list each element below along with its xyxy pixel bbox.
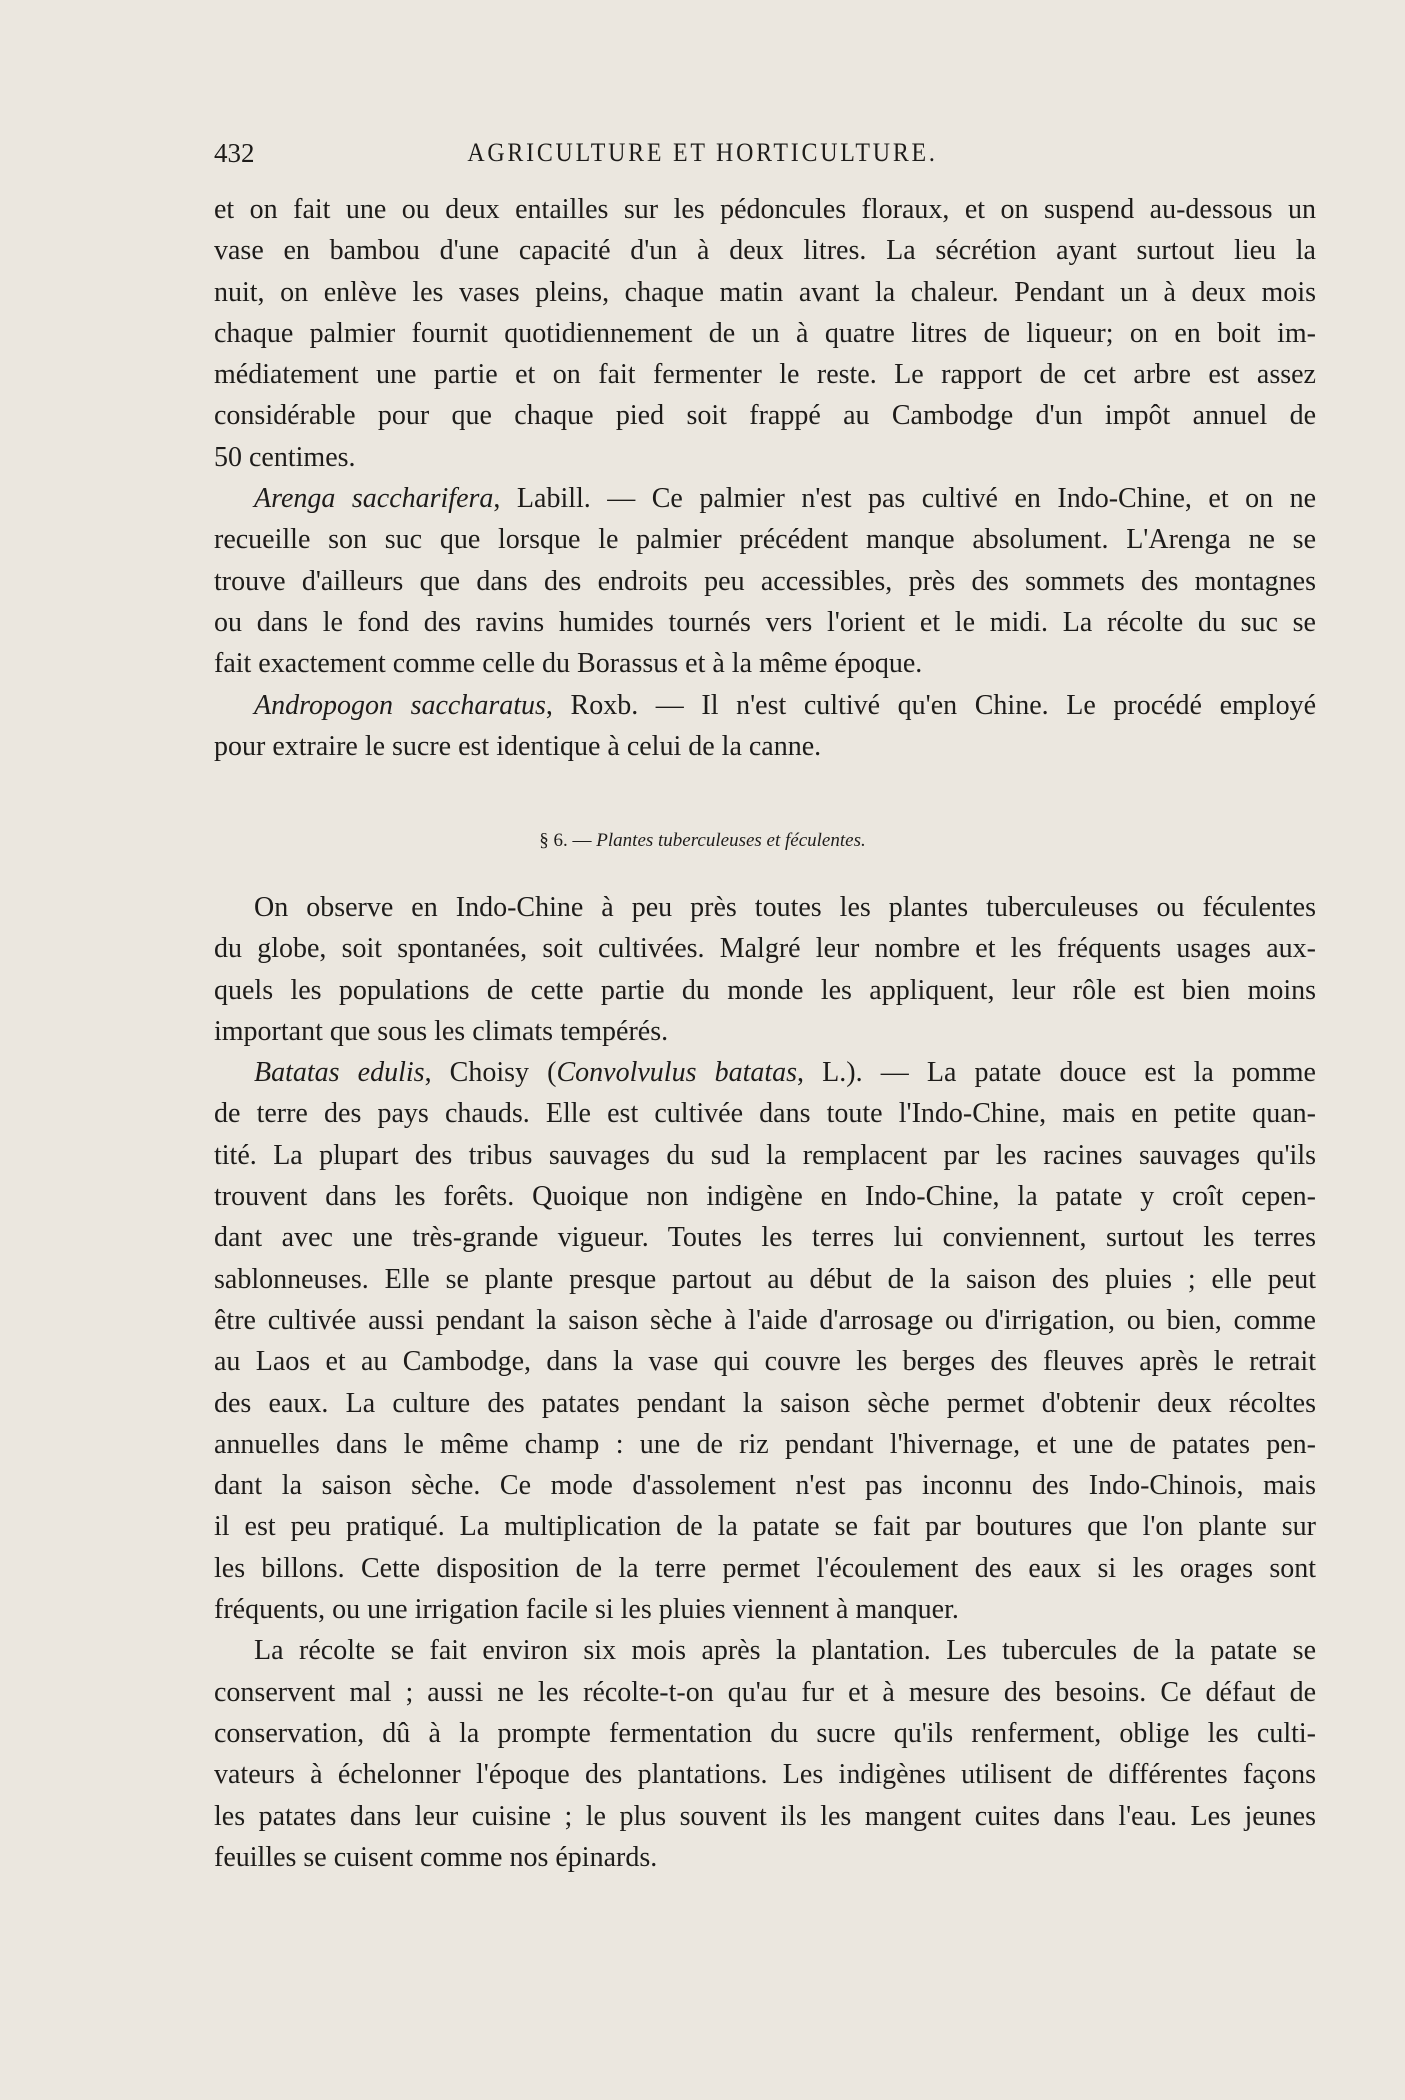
text-run: trouve d'ailleurs que dans des endroits peu accessibles, près des sommets des montagnes (214, 565, 1316, 597)
paragraph-line (214, 887, 1316, 928)
paragraph-line (214, 561, 1316, 602)
paragraph-line (214, 1465, 1316, 1506)
text-run: chaque palmier fournit quotidiennement de un à quatre litres de liqueur; on en boit im- (214, 317, 1316, 349)
section-number: § 6. — (539, 830, 597, 851)
text-run: vateurs à échelonner l'époque des plantations. Les indigènes utilisent de différentes façons (214, 1759, 1316, 1791)
paragraph-line (214, 1135, 1316, 1176)
paragraph-line (214, 1093, 1316, 1134)
text-run: les patates dans leur cuisine ; le plus souvent ils les mangent cuites dans l'eau. Les jeunes (214, 1800, 1316, 1832)
paragraph-line (214, 1713, 1316, 1754)
paragraph-line (214, 519, 1316, 560)
paragraph-line (214, 1424, 1316, 1465)
text-run: , Labill. — Ce palmier n'est pas cultivé en Indo-Chine, et on ne (493, 483, 1316, 515)
text-run: La récolte se fait environ six mois après la plantation. Les tubercules de la patate se (254, 1635, 1316, 1667)
paragraph-line (214, 1341, 1316, 1382)
text-run: trouvent dans les forêts. Quoique non indigène en Indo-Chine, la patate y croît cepen- (214, 1181, 1316, 1213)
text-run: considérable pour que chaque pied soit frappé au Cambodge d'un impôt annuel de (214, 400, 1316, 432)
text-run: au Laos et au Cambodge, dans la vase qui couvre les berges des fleuves après le retrait (214, 1346, 1316, 1378)
paragraph-line (214, 726, 1316, 767)
paragraph-line (214, 1259, 1316, 1300)
species-name: Andropogon saccharatus (254, 689, 546, 721)
text-run: conservation, dû à la prompte fermentation du sucre qu'ils renferment, oblige les culti- (214, 1717, 1316, 1749)
paragraph-line (214, 313, 1316, 354)
text-run: fréquents, ou une irrigation facile si les pluies viennent à manquer. (214, 1594, 959, 1626)
paragraph-line (214, 643, 1316, 684)
paragraph-line (214, 395, 1316, 436)
text-run: On observe en Indo-Chine à peu près toutes les plantes tuberculeuses ou féculentes (254, 892, 1316, 923)
text-run: , L.). — La patate douce est la pomme (797, 1057, 1316, 1089)
text-run: les billons. Cette disposition de la terre permet l'écoulement des eaux si les orages sont (214, 1552, 1316, 1584)
paragraph-line (214, 1589, 1316, 1630)
text-block-bottom (214, 887, 1316, 1878)
paragraph-line (214, 1754, 1316, 1795)
running-title: AGRICULTURE ET HORTICULTURE. (467, 138, 938, 167)
paragraph-line (214, 1837, 1316, 1878)
section-heading (0, 830, 1405, 852)
text-run: conservent mal ; aussi ne les récolte-t-on qu'au fur et à mesure des besoins. Ce défaut de (214, 1676, 1316, 1708)
text-run: dant la saison sèche. Ce mode d'assolement n'est pas inconnu des Indo-Chinois, mais (214, 1470, 1316, 1502)
paragraph-line (214, 1217, 1316, 1258)
text-run: vase en bambou d'une capacité d'un à deux litres. La sécrétion ayant surtout lieu la (214, 235, 1316, 267)
species-name: Arenga saccharifera (254, 483, 494, 515)
text-run: fait exactement comme celle du Borassus et à la même époque. (214, 648, 923, 680)
text-run: dant avec une très-grande vigueur. Toutes les terres lui conviennent, surtout les terres (214, 1222, 1316, 1254)
text-run: il est peu pratiqué. La multiplication de la patate se fait par boutures que l'on plante sur (214, 1511, 1316, 1543)
paragraph-line (214, 1796, 1316, 1837)
paragraph-line (214, 354, 1316, 395)
paragraph-line (214, 1630, 1316, 1671)
paragraph-line (214, 1383, 1316, 1424)
paragraph-line (214, 928, 1316, 969)
text-run: tité. La plupart des tribus sauvages du sud la remplacent par les racines sauvages qu'ils (214, 1139, 1316, 1171)
text-run: , Roxb. — Il n'est cultivé qu'en Chine. Le procédé employé (545, 689, 1316, 721)
paragraph-line (214, 685, 1316, 726)
text-run: être cultivée aussi pendant la saison sèche à l'aide d'arrosage ou d'irrigation, ou bien, comme (214, 1304, 1316, 1336)
text-run: nuit, on enlève les vases pleins, chaque matin avant la chaleur. Pendant un à deux mois (214, 276, 1316, 308)
paragraph-line (214, 1300, 1316, 1341)
paragraph-line (214, 189, 1316, 230)
paragraph-line (214, 1176, 1316, 1217)
text-run: 50 centimes. (214, 441, 356, 473)
paragraph-line (214, 1506, 1316, 1547)
text-run: et on fait une ou deux entailles sur les pédoncules floraux, et on suspend au-dessous un (214, 194, 1316, 225)
text-run: médiatement une partie et on fait fermenter le reste. Le rapport de cet arbre est assez (214, 359, 1316, 391)
text-run: du globe, soit spontanées, soit cultivées. Malgré leur nombre et les fréquents usages aux- (214, 933, 1316, 965)
text-run: recueille son suc que lorsque le palmier précédent manque absolument. L'Arenga ne se (214, 524, 1316, 556)
paragraph-line (214, 1052, 1316, 1093)
species-name: Convolvulus batatas (556, 1057, 798, 1089)
paragraph-line (214, 478, 1316, 519)
text-run: sablonneuses. Elle se plante presque partout au début de la saison des pluies ; elle peut (214, 1263, 1316, 1295)
paragraph-line (214, 272, 1316, 313)
paragraph-line (214, 1672, 1316, 1713)
section-title: Plantes tuberculeuses et féculentes. (596, 830, 866, 851)
text-run: ou dans le fond des ravins humides tournés vers l'orient et le midi. La récolte du suc se (214, 606, 1316, 638)
paragraph-line (214, 970, 1316, 1011)
paragraph-line (214, 437, 1316, 478)
text-run: de terre des pays chauds. Elle est cultivée dans toute l'Indo-Chine, mais en petite quan- (214, 1098, 1316, 1130)
paragraph-line (214, 1011, 1316, 1052)
text-block-top (214, 189, 1316, 767)
text-run: feuilles se cuisent comme nos épinards. (214, 1841, 658, 1873)
text-run: quels les populations de cette partie du monde les appliquent, leur rôle est bien moins (214, 974, 1316, 1006)
page-number: 432 (214, 138, 255, 168)
species-name: Batatas edulis (254, 1057, 425, 1089)
paragraph-line (214, 230, 1316, 271)
text-run: des eaux. La culture des patates pendant la saison sèche permet d'obtenir deux récoltes (214, 1387, 1316, 1419)
text-run: , Choisy ( (424, 1057, 557, 1089)
paragraph-line (214, 602, 1316, 643)
text-run: important que sous les climats tempérés. (214, 1015, 669, 1047)
paragraph-line (214, 1548, 1316, 1589)
text-run: annuelles dans le même champ : une de riz pendant l'hivernage, et une de patates pen- (214, 1428, 1316, 1460)
text-run: pour extraire le sucre est identique à celui de la canne. (214, 730, 822, 762)
